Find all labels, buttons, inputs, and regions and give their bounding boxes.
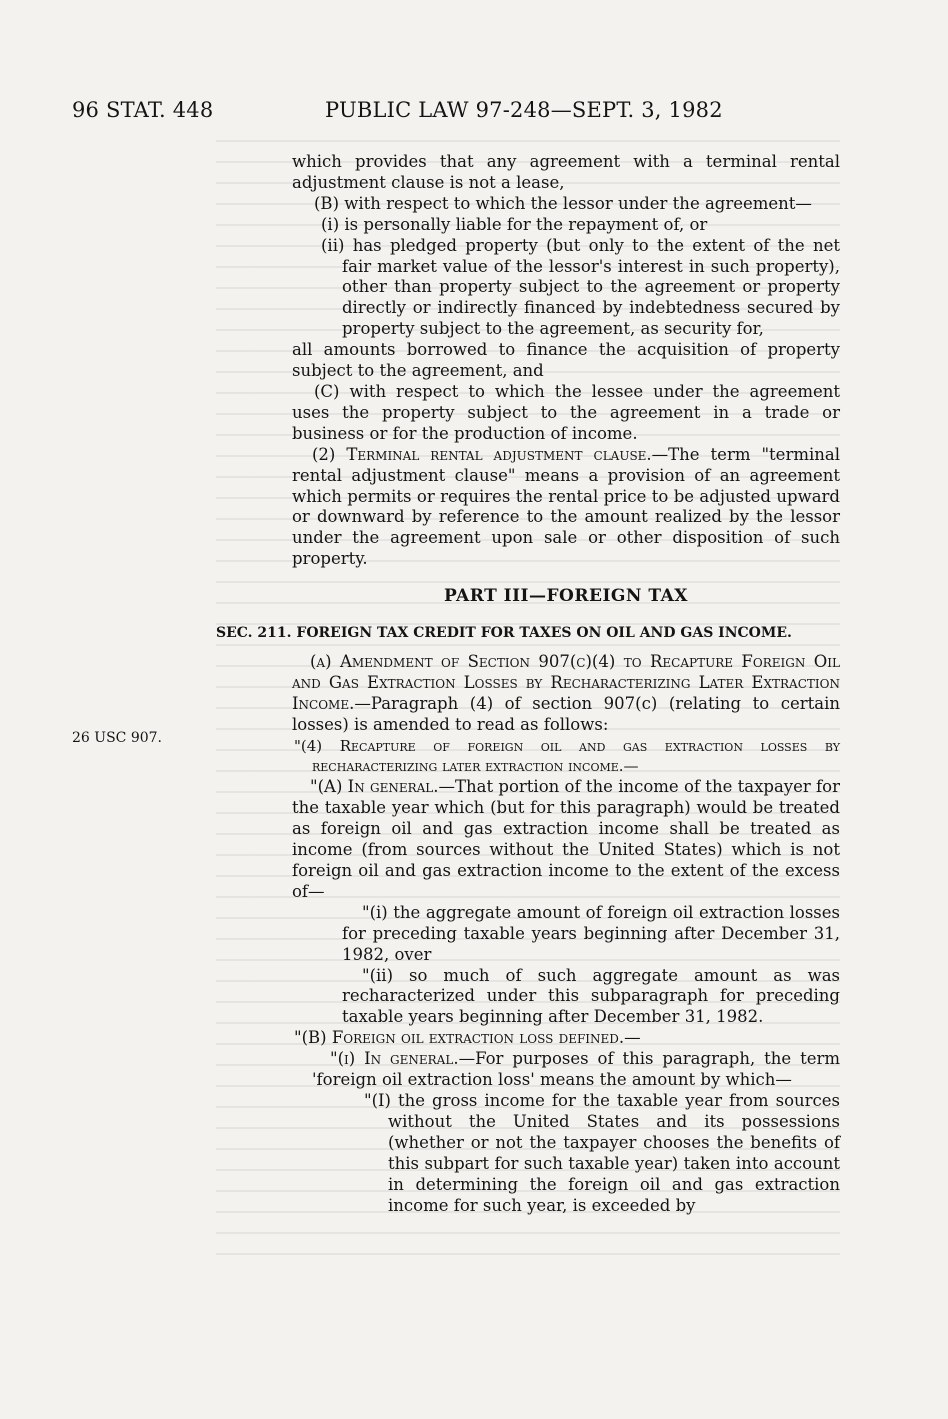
paragraph: "(i) the aggregate amount of foreign oil extraction losses for preceding taxable years beginning after December 31, 1982, over (342, 902, 840, 964)
paragraph: "(I) the gross income for the taxable year from sources without the United States and its possessions (whether or not the taxpayer chooses the benefits of this subpart for such taxable year) taken into account in determining the foreign oil and gas extraction income for such year, is exceeded by (364, 1090, 840, 1215)
subsection-text: —For purposes of this paragraph, the term 'foreign oil extraction loss' means the amount by which— (312, 1049, 840, 1090)
quoted-heading: "(B) Foreign oil extraction loss defined.— (294, 1028, 641, 1048)
margin-citation: 26 USC 907. (72, 730, 162, 746)
paragraph (216, 652, 840, 736)
paragraph (216, 445, 840, 570)
document-body (216, 152, 840, 1216)
paragraph: (ii) has pledged property (but only to the extent of the net fair market value of the lessor's interest in such property), other than property subject to the agreement or property directly or indirectly financed by indebtedness secured by property subject to the agreement, as security for, (321, 235, 840, 339)
subsection-heading: (a) Amendment of Section 907(c)(4) to Recapture Foreign Oil and Gas Extraction Losses by Recharacterizing Later Extraction Income. (292, 651, 840, 713)
section-heading: SEC. 211. FOREIGN TAX CREDIT FOR TAXES ON OIL AND GAS INCOME. (216, 625, 792, 642)
paragraph: (i) is personally liable for the repayment of, or (321, 214, 708, 234)
subsection-heading: (2) Terminal rental adjustment clause. (312, 444, 652, 464)
statute-page-number: 96 STAT. 448 (72, 98, 214, 122)
paragraph (216, 1049, 840, 1091)
paragraph: "(ii) so much of such aggregate amount as was recharacterized under this subparagraph for preceding taxable years beginning after December 31, 1982. (342, 965, 840, 1027)
quoted-heading: "(4) Recapture of foreign oil and gas extraction losses by recharacterizing later extraction income.— (294, 736, 840, 776)
subsection-heading: "(A) In general. (310, 777, 439, 797)
part-title: PART III—FOREIGN TAX (444, 586, 688, 607)
public-law-header: PUBLIC LAW 97-248—SEPT. 3, 1982 (325, 98, 723, 122)
subsection-text: —That portion of the income of the taxpayer for the taxable year which (but for this paragraph) would be treated as foreign oil and gas extraction income shall be treated as income (from sources without the United States) which is not foreign oil and gas extraction income to the extent of the excess of— (292, 777, 840, 901)
paragraph: all amounts borrowed to finance the acquisition of property subject to the agreement, and (292, 340, 840, 381)
paragraph: (C) with respect to which the lessee under the agreement uses the property subject to the agreement in a trade or business or for the production of income. (292, 381, 840, 443)
subsection-heading: "(i) In general. (330, 1049, 459, 1069)
paragraph (216, 777, 840, 902)
paragraph: (B) with respect to which the lessor under the agreement— (314, 193, 812, 213)
paragraph: which provides that any agreement with a terminal rental adjustment clause is not a lease, (292, 152, 840, 192)
subsection-text: —The term "terminal rental adjustment clause" means a provision of an agreement which permits or requires the rental price to be adjusted upward or downward by reference to the amount realized by the lessor under the agreement upon sale or other disposition of such property. (292, 444, 840, 569)
subsection-text: —Paragraph (4) of section 907(c) (relating to certain losses) is amended to read as follows: (292, 693, 840, 734)
